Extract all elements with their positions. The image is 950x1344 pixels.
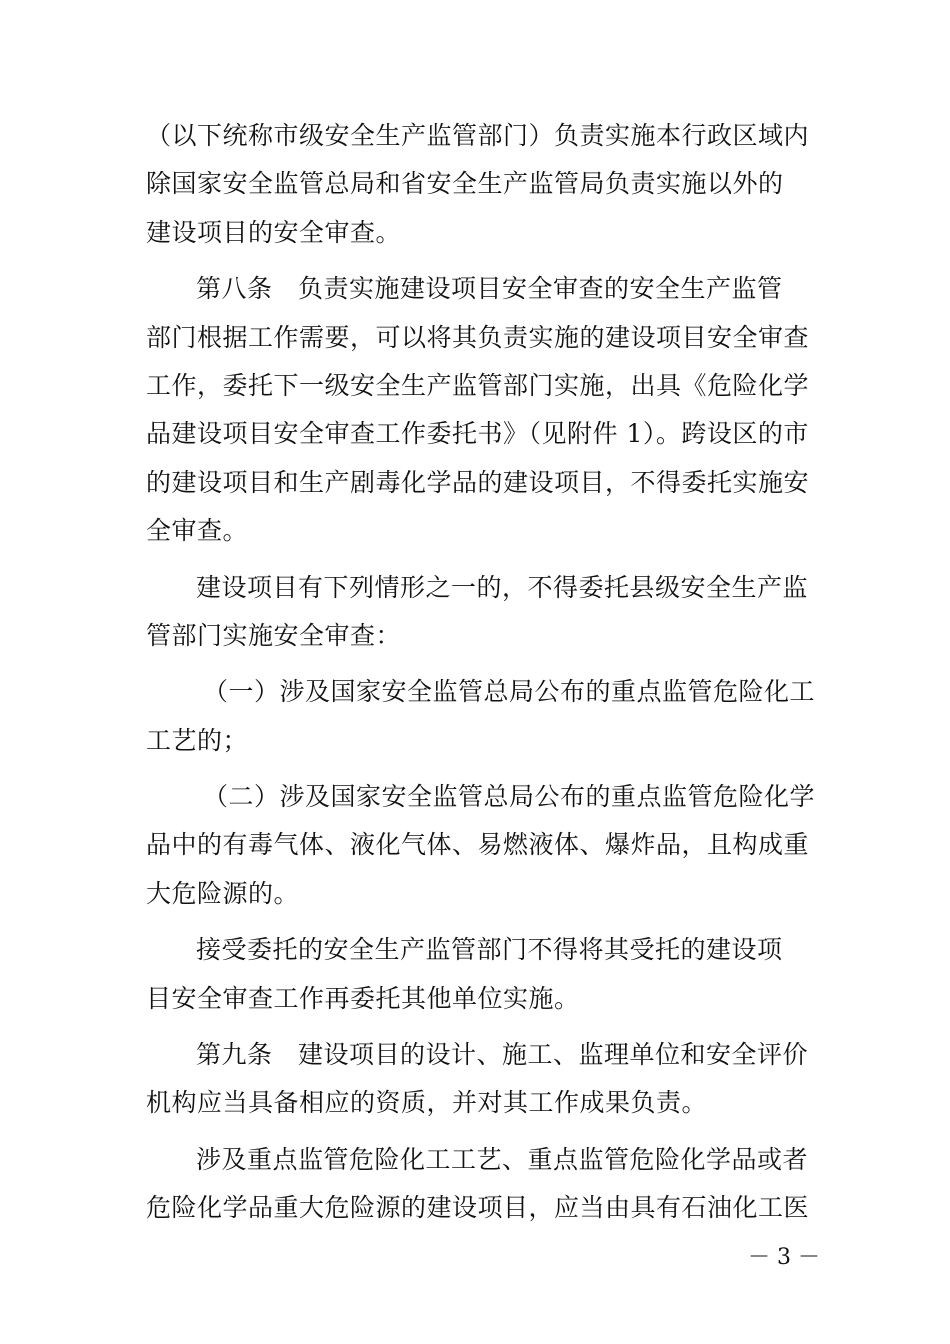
text-line: 机构应当具备相应的资质，并对其工作成果负责。 — [146, 1088, 708, 1118]
paragraph-gap — [146, 660, 810, 668]
text-line: 除国家安全监管总局和省安全生产监管局负责实施以外的 — [146, 169, 784, 199]
text-line: （以下统称市级安全生产监管部门）负责实施本行政区域内 — [146, 121, 810, 150]
paragraph-gap — [146, 765, 810, 773]
paragraph-gap — [146, 257, 810, 265]
list-item-2: （二）涉及国家安全监管总局公布的重点监管危险化学 — [203, 782, 816, 812]
paragraph-gap — [146, 918, 810, 926]
article-8-heading-line: 第八条 负责实施建设项目安全审查的安全生产监管 — [196, 274, 783, 304]
text-line: 品中的有毒气体、液化气体、易燃液体、爆炸品，且构成重 — [146, 830, 810, 860]
document-body — [146, 112, 816, 1233]
list-item-1: （一）涉及国家安全监管总局公布的重点监管危险化工 — [203, 677, 816, 707]
paragraph-gap — [146, 1023, 810, 1031]
article-9-heading-line: 第九条 建设项目的设计、施工、监理单位和安全评价 — [196, 1040, 809, 1070]
text-line: 的建设项目和生产剧毒化学品的建设项目，不得委托实施安 — [146, 467, 810, 497]
text-line: 部门根据工作需要，可以将其负责实施的建设项目安全审查 — [146, 322, 810, 352]
page-number: － 3 － — [748, 1245, 820, 1270]
text-line: 管部门实施安全审查： — [146, 620, 402, 650]
text-line: 建设项目有下列情形之一的，不得委托县级安全生产监 — [196, 572, 809, 602]
text-line: 接受委托的安全生产监管部门不得将其受托的建设项 — [196, 935, 783, 965]
paragraph-gap — [146, 556, 810, 564]
text-line: 涉及重点监管危险化工工艺、重点监管危险化学品或者 — [196, 1144, 809, 1174]
text-line: 品建设项目安全审查工作委托书》（见附件 1）。跨设区的市 — [146, 419, 809, 449]
text-line: 大危险源的。 — [146, 878, 300, 908]
paragraph-gap — [146, 1128, 810, 1136]
text-line: 建设项目的安全审查。 — [146, 217, 402, 247]
text-line: 全审查。 — [146, 516, 249, 546]
text-line: 工艺的； — [146, 725, 249, 755]
text-line: 工作，委托下一级安全生产监管部门实施，出具《危险化学 — [146, 370, 810, 400]
text-line: 目安全审查工作再委托其他单位实施。 — [146, 983, 580, 1013]
text-line: 危险化学品重大危险源的建设项目，应当由具有石油化工医 — [146, 1193, 810, 1223]
